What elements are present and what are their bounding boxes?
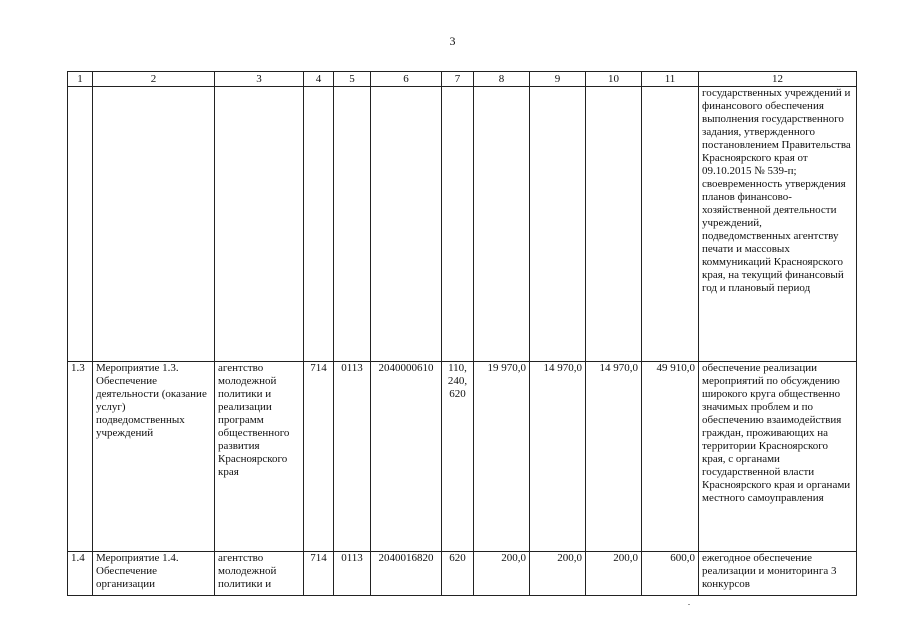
executor-cell: агентство молодежной политики и [215, 552, 304, 596]
expected-result-cell: государственных учреждений и финансового обеспечения выполнения государственного задания, утвержденного постановлением Правительства Красноярского края от 09.10.2015 № 539-п; своевременность утверждения планов финансово-хозяйственной деятельности учреждений, подведомственных агентству печати и массовых коммуникаций Красноярского края, на текущий финансовый год и плановый период [699, 87, 857, 362]
target-article-cell: 2040016820 [371, 552, 442, 596]
amount-cell: 14 970,0 [586, 362, 642, 552]
executor-cell [215, 87, 304, 362]
expense-type-cell [442, 87, 474, 362]
amount-cell: 200,0 [586, 552, 642, 596]
column-number: 1 [68, 72, 93, 87]
total-amount-cell: 49 910,0 [642, 362, 699, 552]
column-number: 5 [334, 72, 371, 87]
expected-result-cell: ежегодное обеспечение реализации и мониторинга 3 конкурсов [699, 552, 857, 596]
table-row [68, 552, 857, 596]
amount-cell: 200,0 [474, 552, 530, 596]
ministry-code-cell: 714 [304, 552, 334, 596]
total-amount-cell [642, 87, 699, 362]
amount-cell [586, 87, 642, 362]
expected-result-cell: обеспечение реализации мероприятий по обсуждению широкого круга общественно значимых проблем и по обеспечению взаимодействия граждан, проживающих на территории Красноярского края, с органами государственной власти Красноярского края и органами местного самоуправления [699, 362, 857, 552]
column-number: 3 [215, 72, 304, 87]
column-number: 4 [304, 72, 334, 87]
ministry-code-cell: 714 [304, 362, 334, 552]
amount-cell: 200,0 [530, 552, 586, 596]
section-code-cell: 0113 [334, 552, 371, 596]
amount-cell: 19 970,0 [474, 362, 530, 552]
activity-name-cell: Мероприятие 1.3. Обеспечение деятельности (оказание услуг) подведомственных учреждений [93, 362, 215, 552]
column-number: 2 [93, 72, 215, 87]
target-article-cell [371, 87, 442, 362]
column-number: 9 [530, 72, 586, 87]
executor-cell: агентство молодежной политики и реализации программ общественного развития Красноярского края [215, 362, 304, 552]
scan-speck [688, 604, 690, 605]
expense-type-cell: 620 [442, 552, 474, 596]
row-number-cell: 1.4 [68, 552, 93, 596]
program-activities-table [67, 71, 857, 596]
amount-cell [474, 87, 530, 362]
target-article-cell: 2040000610 [371, 362, 442, 552]
column-number: 8 [474, 72, 530, 87]
section-code-cell [334, 87, 371, 362]
activity-name-cell: Мероприятие 1.4. Обеспечение организации [93, 552, 215, 596]
total-amount-cell: 600,0 [642, 552, 699, 596]
table-row [68, 362, 857, 552]
row-number-cell: 1.3 [68, 362, 93, 552]
amount-cell: 14 970,0 [530, 362, 586, 552]
row-number-cell [68, 87, 93, 362]
amount-cell [530, 87, 586, 362]
column-number: 7 [442, 72, 474, 87]
column-number: 12 [699, 72, 857, 87]
ministry-code-cell [304, 87, 334, 362]
column-number: 6 [371, 72, 442, 87]
table-row [68, 87, 857, 362]
activity-name-cell [93, 87, 215, 362]
column-number: 11 [642, 72, 699, 87]
expense-type-cell: 110, 240, 620 [442, 362, 474, 552]
page-number: 3 [449, 34, 456, 48]
section-code-cell: 0113 [334, 362, 371, 552]
column-number: 10 [586, 72, 642, 87]
column-number-header-row [68, 72, 857, 87]
